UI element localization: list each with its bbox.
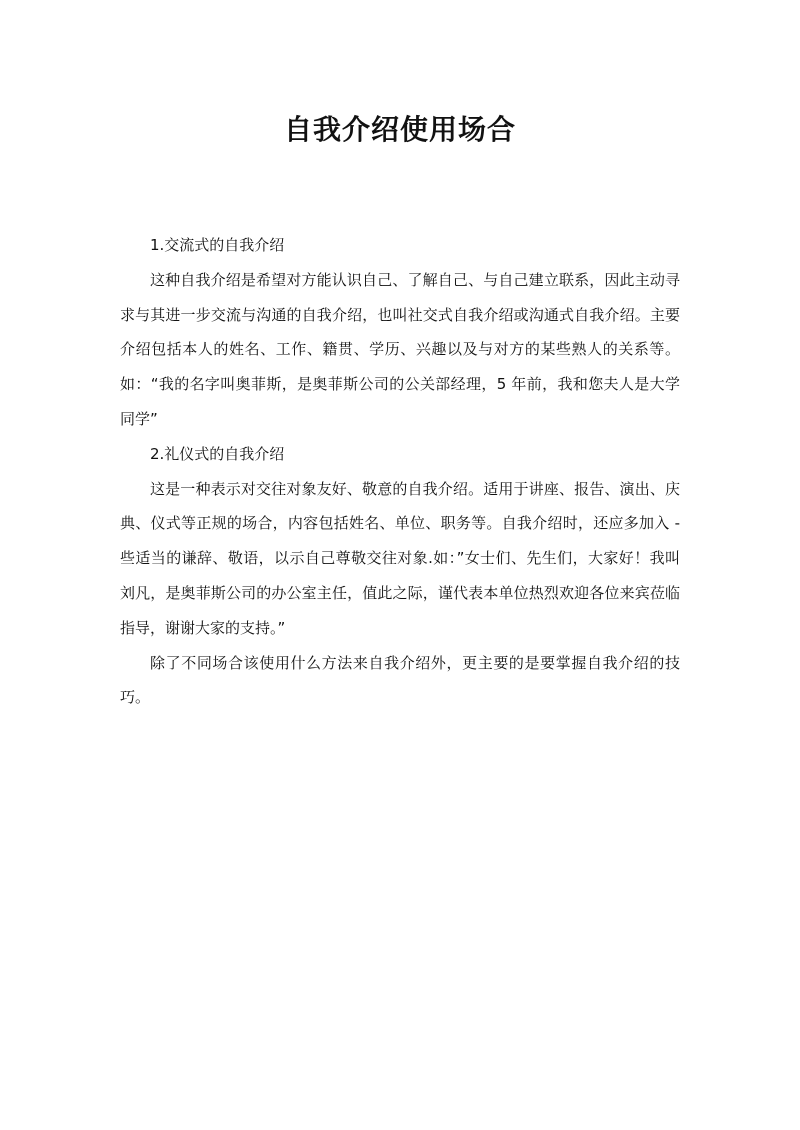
paragraph-closing: 除了不同场合该使用什么方法来自我介绍外，更主要的是要掌握自我介绍的技巧。 <box>120 653 680 707</box>
section-heading-ceremonial: 2.礼仪式的自我介绍 <box>150 444 285 463</box>
paragraph-ceremonial-description: 这是一种表示对交往对象友好、敬意的自我介绍。适用于讲座、报告、演出、庆典、仪式等正规的场合，内容包括姓名、单位、职务等。自我介绍时，还应多加入 - 些适当的谦辞、敬语，以示自己尊敬交往对象.如：”女士们、先生们，大家好！我叫刘凡，是奥菲斯公司的办公室主任，值此之际，谨代表本单位热烈欢迎各位来宾莅临指导，谢谢大家的支持。” <box>120 479 680 637</box>
document-body <box>120 228 680 715</box>
paragraph-exchange-description: 这种自我介绍是希望对方能认识自己、了解自己、与自己建立联系，因此主动寻求与其进一步交流与沟通的自我介绍，也叫社交式自我介绍或沟通式自我介绍。主要介绍包括本人的姓名、工作、籍贯、学历、兴趣以及与对方的某些熟人的关系等。如：“我的名字叫奥菲斯，是奥菲斯公司的公关部经理，5 年前，我和您夫人是大学同学” <box>120 270 680 428</box>
section-heading-exchange: 1.交流式的自我介绍 <box>150 236 285 254</box>
document-title: 自我介绍使用场合 <box>283 113 516 146</box>
